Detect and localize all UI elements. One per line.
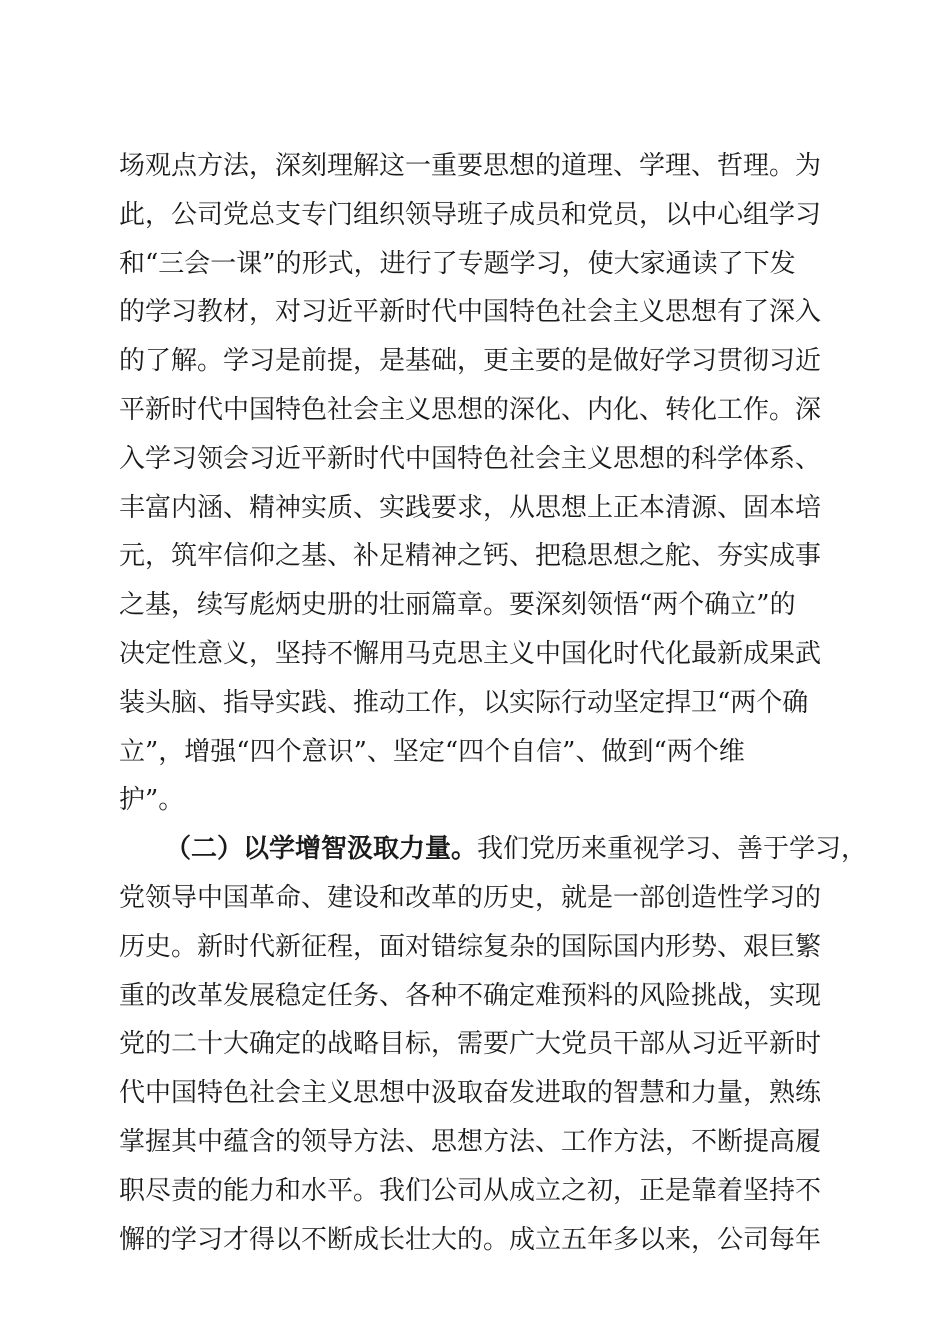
text-line: 职尽责的能力和水平。我们公司从成立之初，正是靠着坚持不 — [119, 1175, 822, 1206]
text-line: 入学习领会习近平新时代中国特色社会主义思想的科学体系、 — [119, 443, 822, 474]
text-line: 决定性意义，坚持不懈用马克思主义中国化时代化最新成果武 — [119, 638, 822, 669]
text-line: 护”。 — [119, 785, 185, 816]
section-heading: （二）以学增智汲取力量。 — [165, 834, 478, 865]
body-text — [119, 142, 868, 1264]
text-line: 场观点方法，深刻理解这一重要思想的道理、学理、哲理。为 — [119, 151, 822, 181]
text-line: 装头脑、指导实践、推动工作，以实际行动坚定捍卫“两个确 — [119, 687, 809, 718]
section-first-line-text: 我们党历来重视学习、善于学习， — [477, 834, 868, 865]
text-line: 之基，续写彪炳史册的壮丽篇章。要深刻领悟“两个确立”的 — [119, 590, 796, 621]
text-line: 此，公司党总支专门组织领导班子成员和党员，以中心组学习 — [119, 199, 822, 230]
text-line: 的了解。学习是前提，是基础，更主要的是做好学习贯彻习近 — [119, 346, 822, 377]
section-first-line — [119, 825, 868, 874]
text-line: 元，筑牢信仰之基、补足精神之钙、把稳思想之舵、夯实成事 — [119, 541, 822, 572]
text-line: 平新时代中国特色社会主义思想的深化、内化、转化工作。深 — [119, 394, 822, 425]
text-line: 的学习教材，对习近平新时代中国特色社会主义思想有了深入 — [119, 297, 822, 328]
text-line: 掌握其中蕴含的领导方法、思想方法、工作方法，不断提高履 — [119, 1126, 822, 1157]
text-line: 立”，增强“四个意识”、坚定“四个自信”、做到“两个维 — [119, 736, 745, 767]
text-line: 懈的学习才得以不断成长壮大的。成立五年多以来，公司每年 — [119, 1224, 822, 1255]
text-line: 党领导中国革命、建设和改革的历史，就是一部创造性学习的 — [119, 882, 822, 913]
text-line: 重的改革发展稳定任务、各种不确定难预料的风险挑战，实现 — [119, 980, 822, 1011]
text-line: 党的二十大确定的战略目标，需要广大党员干部从习近平新时 — [119, 1029, 822, 1060]
text-line: 丰富内涵、精神实质、实践要求，从思想上正本清源、固本培 — [119, 492, 822, 523]
text-line: 代中国特色社会主义思想中汲取奋发进取的智慧和力量，熟练 — [119, 1078, 822, 1109]
text-line: 和“三会一课”的形式，进行了专题学习，使大家通读了下发 — [119, 248, 796, 279]
text-line: 历史。新时代新征程，面对错综复杂的国际国内形势、艰巨繁 — [119, 931, 822, 962]
